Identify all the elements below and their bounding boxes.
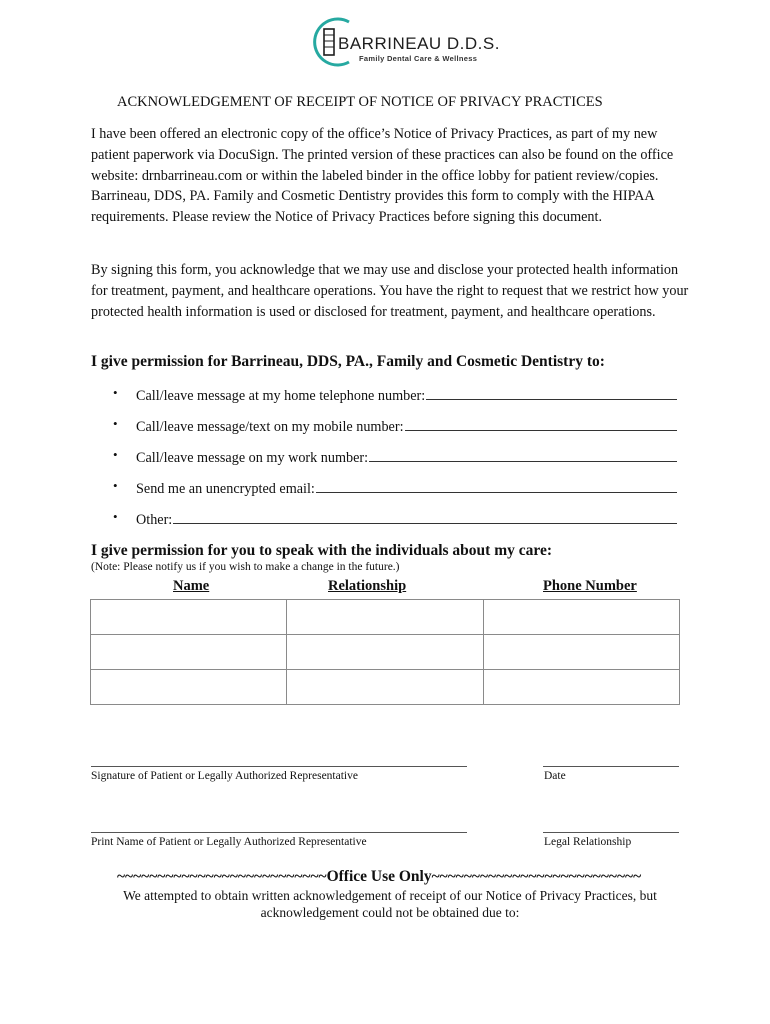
bullet-icon: • <box>113 416 118 431</box>
office-use-text: We attempted to obtain written acknowledgement of receipt of our Notice of Privacy Practices, but acknowledgement could not be obtained due to: <box>123 888 657 920</box>
home-phone-field[interactable] <box>426 385 677 400</box>
permission-item-mobile <box>113 416 683 447</box>
work-number-field[interactable] <box>369 447 677 462</box>
signature-label: Signature of Patient or Legally Authorized Representative <box>91 770 358 782</box>
bullet-icon: • <box>113 447 118 462</box>
column-header-relationship: Relationship <box>328 578 407 594</box>
notice-paragraph: I have been offered an electronic copy of the office’s Notice of Privacy Practices, as part of my new patient paperwork via DocuSign. The printed version of these practices can also be found on the office website: drnbarrineau.com or within the labeled binder in the office lobby for patient review/copies. Barrineau, DDS, PA. Family and Cosmetic Dentistry provides this form to comply with the HIPAA requirements. Please review the Notice of Privacy Practices before signing this document. <box>91 126 674 226</box>
permission-label: Call/leave message/text on my mobile number: <box>136 419 404 435</box>
permission-item-home-phone <box>113 385 683 416</box>
permission-label: Call/leave message on my work number: <box>136 450 369 466</box>
contact-relationship-cell[interactable] <box>287 635 483 670</box>
permission-heading: I give permission for Barrineau, DDS, PA., Family and Cosmetic Dentistry to: <box>91 353 605 370</box>
permission-label: Send me an unencrypted email: <box>136 481 315 497</box>
print-name-label: Print Name of Patient or Legally Authorized Representative <box>91 836 367 848</box>
contact-name-cell[interactable] <box>91 635 287 670</box>
print-name-field[interactable] <box>91 832 467 833</box>
mobile-number-field[interactable] <box>405 416 677 431</box>
permission-list <box>113 385 683 540</box>
permission-label: Call/leave message at my home telephone number: <box>136 388 426 404</box>
office-use-heading: ~~~~~~~~~~~~~~~~~~~~~~~~~~Office Use Only~~~~~~~~~~~~~~~~~~~~~~~~~~ <box>117 868 642 885</box>
column-header-phone: Phone Number <box>543 578 637 594</box>
permission-label: Other: <box>136 512 173 528</box>
contact-name-cell[interactable] <box>91 600 287 635</box>
date-field[interactable] <box>543 766 679 767</box>
practice-logo <box>306 12 500 68</box>
other-field[interactable] <box>173 509 677 524</box>
bullet-icon: • <box>113 385 118 400</box>
legal-relationship-label: Legal Relationship <box>544 836 632 848</box>
contacts-note: (Note: Please notify us if you wish to make a change in the future.) <box>91 561 400 573</box>
signature-field[interactable] <box>91 766 467 767</box>
contact-phone-cell[interactable] <box>483 670 679 705</box>
legal-relationship-field[interactable] <box>543 832 679 833</box>
contacts-heading: I give permission for you to speak with the individuals about my care: <box>91 542 553 559</box>
consent-paragraph: By signing this form, you acknowledge that we may use and disclose your protected health information for treatment, payment, and healthcare operations. You have the right to request that we restrict how your protected health information is used or disclosed for treatment, payment, and healthcare operations. <box>91 262 689 320</box>
date-label: Date <box>544 770 566 782</box>
document-title: ACKNOWLEDGEMENT OF RECEIPT OF NOTICE OF PRIVACY PRACTICES <box>117 94 603 110</box>
permission-item-email <box>113 478 683 509</box>
table-row <box>91 670 680 705</box>
contact-phone-cell[interactable] <box>483 600 679 635</box>
table-row <box>91 600 680 635</box>
bullet-icon: • <box>113 478 118 493</box>
contacts-table <box>90 599 680 705</box>
contact-phone-cell[interactable] <box>483 635 679 670</box>
bullet-icon: • <box>113 509 118 524</box>
table-row <box>91 635 680 670</box>
column-header-name: Name <box>173 578 210 594</box>
contact-relationship-cell[interactable] <box>287 670 483 705</box>
contact-relationship-cell[interactable] <box>287 600 483 635</box>
contact-name-cell[interactable] <box>91 670 287 705</box>
practice-tagline: Family Dental Care & Wellness <box>359 54 478 63</box>
email-field[interactable] <box>316 478 677 493</box>
permission-item-work <box>113 447 683 478</box>
practice-name: BARRINEAU D.D.S. <box>338 34 500 53</box>
permission-item-other <box>113 509 683 540</box>
